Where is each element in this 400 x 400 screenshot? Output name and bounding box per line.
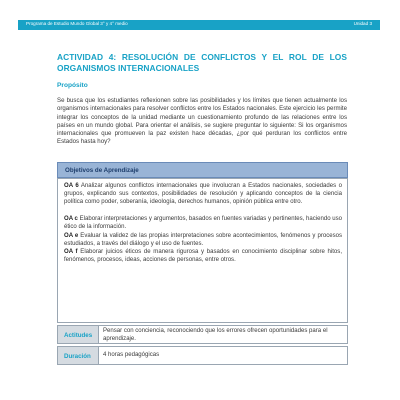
duration-row: [57, 346, 348, 365]
objectives-table: [57, 162, 348, 372]
objective-item: [64, 232, 342, 248]
objective-text: Elaborar interpretaciones y argumentos, basados en fuentes variadas y pertinentes, haciendo uso ético de la información.: [64, 216, 343, 231]
attitudes-label: Actitudes: [64, 331, 93, 339]
attitudes-row: [57, 325, 348, 344]
unit-label: Unidad 3: [353, 21, 372, 26]
attitudes-value: Pensar con conciencia, reconociendo que los errores ofrecen oportunidades para el aprendizaje.: [99, 325, 348, 344]
objectives-heading: Objetivos de Aprendizaje: [65, 166, 139, 174]
objective-item: [64, 215, 342, 231]
duration-label: Duración: [64, 352, 91, 360]
objective-code: OA c: [64, 216, 78, 223]
objectives-header: [57, 162, 348, 178]
objective-item: [64, 182, 342, 207]
objective-text: Analizar algunos conflictos internacionales que involucran a Estados nacionales, sociedades o grupos, explicando sus contextos, posibilidades de resolución y aplicando conceptos de la ciencia política como poder, soberanía, ideología, derechos humanos, opinión pública entre otro.: [64, 183, 343, 206]
attitudes-label-cell: [57, 325, 99, 344]
objective-code: OA e: [64, 232, 79, 239]
objective-item: [64, 248, 342, 264]
program-name: Programa de Estudio Mundo Global 3° y 4° medio: [26, 21, 128, 26]
objective-text: Elaborar juicios éticos de manera rigurosa y basados en conocimiento disciplinar sobre hitos, fenómenos, procesos, ideas, acciones de personas, entre otros.: [64, 248, 343, 264]
purpose-text: Se busca que los estudiantes reflexionen sobre las posibilidades y los límites que tienen actualmente los organismos internacionales para resolver conflictos entre los Estados nacionales. Este ejercicio les permite integrar los conceptos de la unidad mediante un cuestionamiento profundo de las relaciones entre los países en un mundo global. Para orientar el análisis, se sugiere preguntar lo siguiente: Si los organismos internacionales que promueven la paz existen hace décadas, ¿por qué perduran los conflictos entre Estados hasta hoy?: [57, 97, 347, 146]
objectives-body: [57, 178, 348, 323]
purpose-heading: Propósito: [57, 82, 88, 89]
objective-code: OA 6: [64, 183, 79, 189]
objective-text: Evaluar la validez de las propias interpretaciones sobre acontecimientos, fenómenos y procesos estudiados, a través del diálogo y el uso de fuentes.: [64, 232, 342, 247]
activity-title: ACTIVIDAD 4: RESOLUCIÓN DE CONFLICTOS Y EL ROL DE LOS ORGANISMOS INTERNACIONALES: [57, 52, 347, 73]
duration-label-cell: [57, 346, 99, 365]
header-bar: [18, 20, 380, 30]
duration-value: 4 horas pedagógicas: [99, 346, 348, 365]
objective-code: OA f: [64, 248, 78, 255]
